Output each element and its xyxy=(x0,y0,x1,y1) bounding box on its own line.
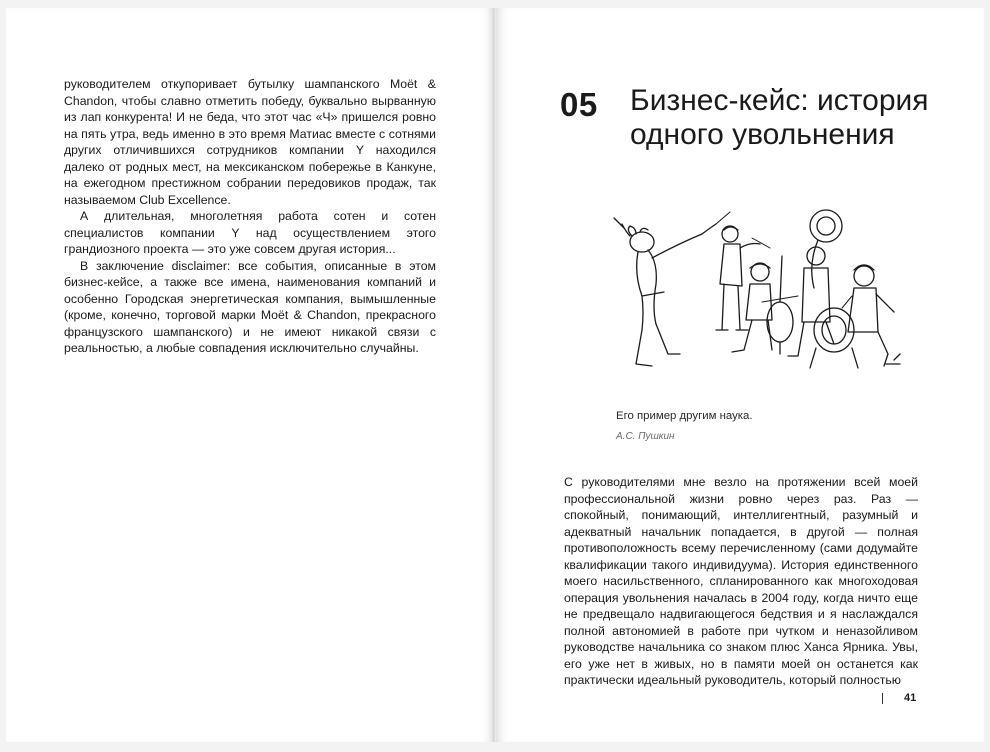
chapter-number: 05 xyxy=(560,86,598,123)
left-paragraph-3: В заключение disclaimer: все события, описанные в этом бизнес-кейсе, а также все имена, наименования компаний и особенно Городская энергетическая компания, вымышленные (кроме, конечно, торговой марки Moët & Chandon, прекрасного французского шампанского) и не имеют никакой связи с реальностью, а любые совпадения исключительно случайны. xyxy=(64,258,436,355)
left-paragraph-1: руководителем откупоривает бутылку шампанского Moët & Chandon, чтобы славно отметить победу, буквально вырванную из лап конкурента! И не беда, что этот час «Ч» пришелся ровно на пять утра, ведь именно в это время Матиас вместе с сотнями других отличившихся сотрудников компании Y находился далеко от родных мест, на мексиканском побережье в Канкуне, на ежегодном престижном собрании передовиков продаж, так называемом Club Excellence. xyxy=(64,77,436,207)
epigraph-author: А.С. Пушкин xyxy=(616,431,675,442)
right-page xyxy=(496,8,984,742)
epigraph-text: Его пример другим наука. xyxy=(616,410,753,422)
conductor-and-orchestra-illustration xyxy=(612,204,902,376)
chapter-title: Бизнес-кейс: история одного увольнения xyxy=(630,84,929,151)
drummer-figure xyxy=(810,265,900,368)
tuba-player-figure xyxy=(788,210,842,356)
epigraph xyxy=(616,410,916,442)
left-page-body xyxy=(64,76,436,357)
violinist-figure xyxy=(716,226,770,330)
left-paragraph-2: А длительная, многолетняя работа сотен и сотен специалистов компании Y над осуществлением этого грандиозного проекта — это уже совсем другая история... xyxy=(64,209,436,256)
right-paragraph-1: С руководителями мне везло на протяжении всей моей профессиональной жизни ровно через раз. Раз — спокойный, понимающий, интеллигентный, разумный и адекватный начальник попадается, в другой — полная противоположность всему перечисленному (сами додумайте квалификации такого индивидуума). История единственного моего насильственного, спланированного как многоходовая операция увольнения началась в 2004 году, когда ничто еще не предвещало надвигающегося бедствия и я наслаждался полной автономией в работе при чутком и неназойливом руководстве начальника со знаком плюс Ханса Ярника. Увы, его уже нет в живых, но в памяти моей он останется как практически идеальный руководитель, который полностью xyxy=(564,475,918,687)
left-page xyxy=(6,8,494,742)
chapter-heading xyxy=(560,84,960,194)
page-footer xyxy=(868,692,938,706)
right-page-body xyxy=(564,474,918,689)
folio-separator xyxy=(882,693,883,704)
conductor-figure xyxy=(614,212,730,366)
page-number: 41 xyxy=(904,692,917,704)
